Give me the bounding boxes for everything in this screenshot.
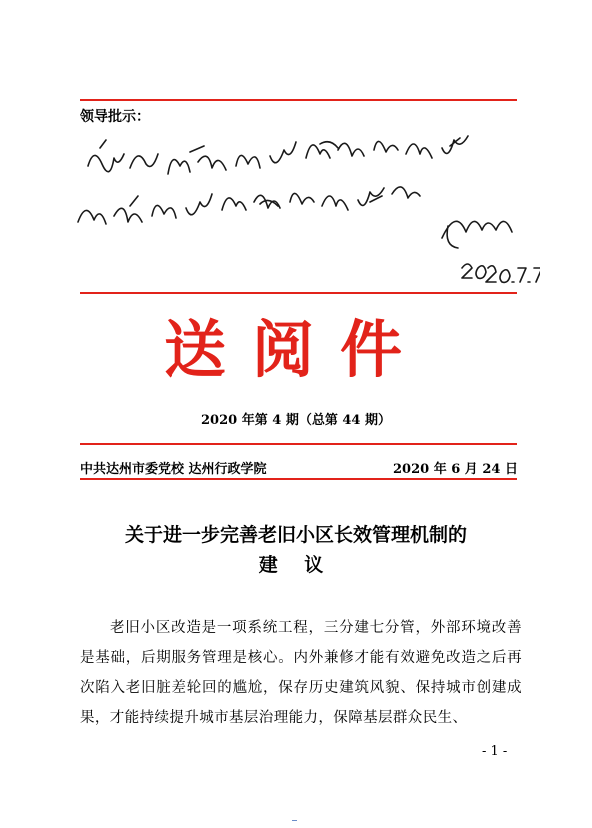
bottom-mark (292, 820, 297, 821)
issue-red-rule (80, 443, 517, 445)
page-number: - 1 - (482, 744, 508, 759)
issue-date: 2020 年 6 月 24 日 (393, 462, 518, 477)
document-title (0, 520, 592, 580)
org-red-rule (80, 478, 517, 480)
handwritten-instruction (70, 126, 540, 286)
issue-number: 2020 年第 4 期（总第 44 期） (201, 413, 391, 428)
body-paragraph: 老旧小区改造是一项系统工程，三分建七分管，外部环境改善是基础，后期服务管理是核心。内外兼修才能有效避免改造之后再次陷入老旧脏差轮回的尴尬，保存历史建筑风貌、保持城市创建成果，才能持续提升城市基层治理能力，保障基层群众民生、 (80, 620, 522, 726)
document-title-line1: 关于进一步完善老旧小区长效管理机制的 (124, 524, 467, 546)
top-red-rule (80, 99, 517, 101)
issuing-organization: 中共达州市委党校 达州行政学院 (80, 462, 267, 477)
leader-instruction-label: 领导批示： (80, 109, 150, 125)
middle-red-rule (80, 292, 517, 294)
document-title-line2: 建 议 (258, 554, 334, 576)
stamp-title: 送阅件 (163, 313, 428, 386)
